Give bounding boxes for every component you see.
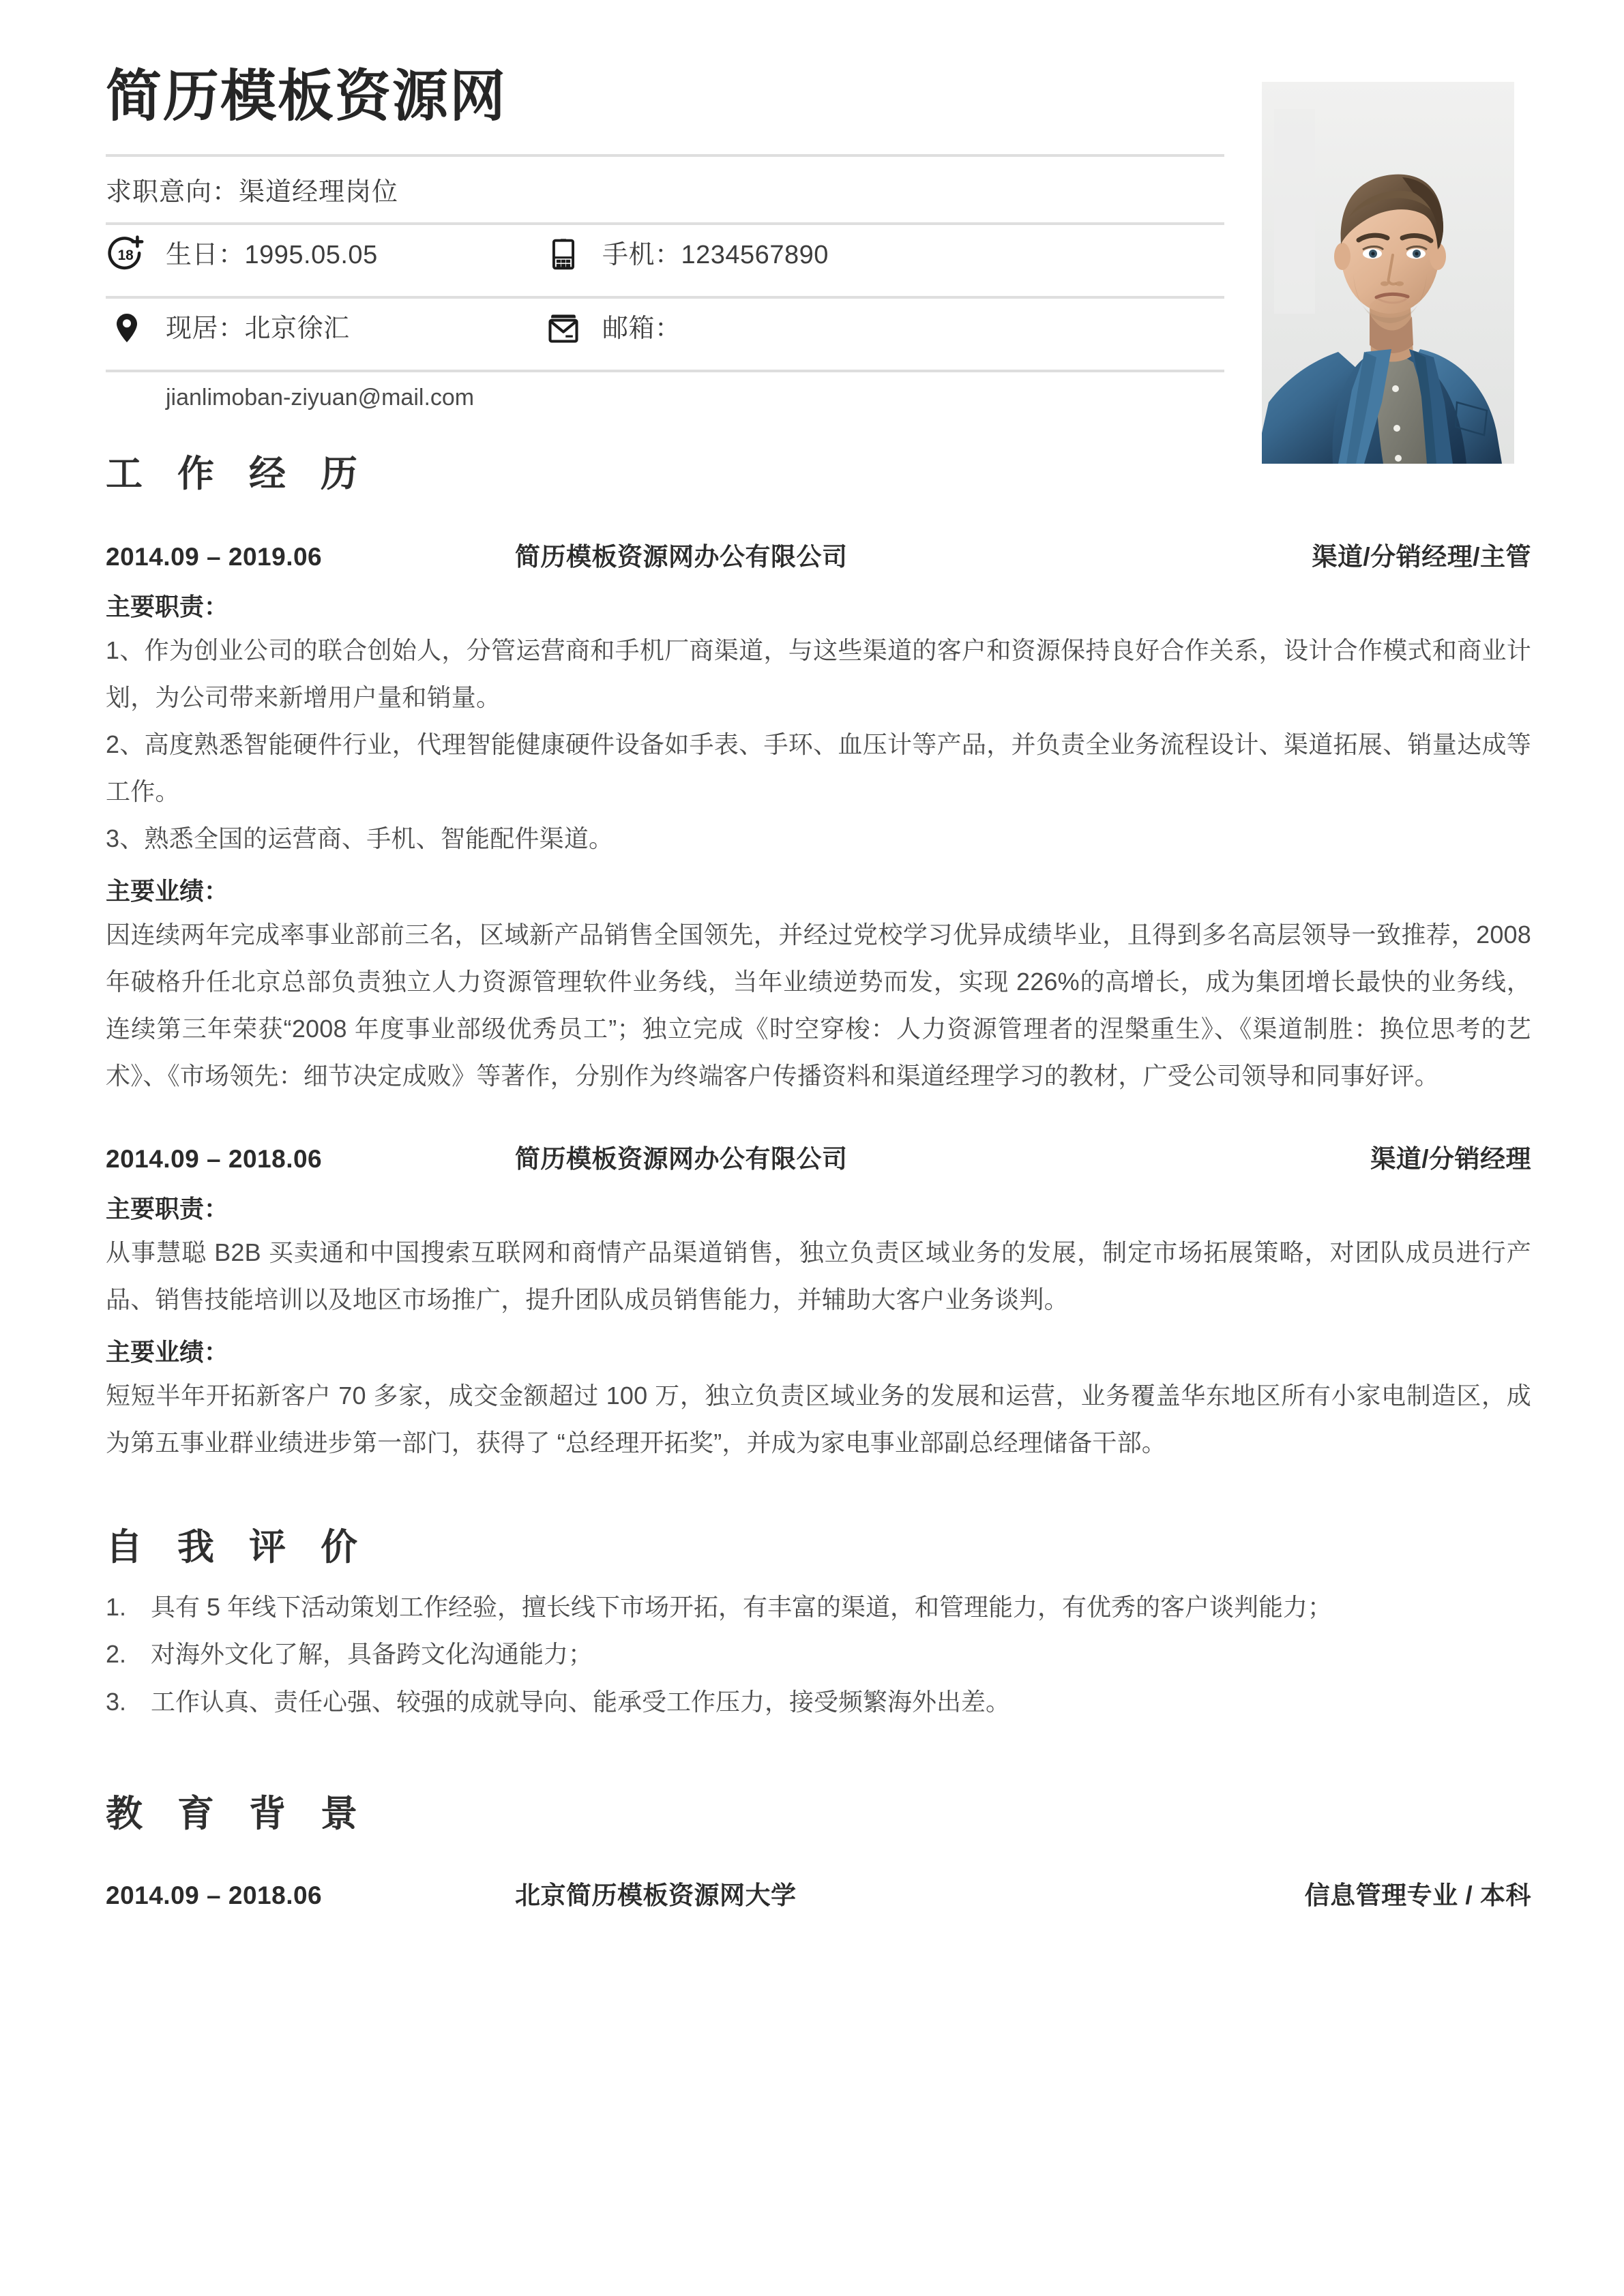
- birthday-text: [166, 235, 378, 275]
- email-label: 邮箱：: [602, 314, 681, 343]
- location-value: 北京徐汇: [244, 314, 350, 343]
- achievements-label: 主要业绩：: [106, 877, 229, 906]
- list-item-number: 3.: [106, 1688, 127, 1716]
- achievements-label: 主要业绩：: [106, 1338, 229, 1367]
- email-value: jianlimoban-ziyuan@mail.com: [166, 384, 475, 411]
- achievements-text: 短短半年开拓新客户 70 多家，成交金额超过 100 万，独立负责区域业务的发展和运营，业务覆盖华东地区所有小家电制造区，成为第五事业群业绩进步第一部门，获得了 “总经理开拓奖”，并成为家电事业部副总经理储备干部。: [106, 1381, 1531, 1457]
- duty-item: 2、高度熟悉智能硬件行业，代理智能健康硬件设备如手表、手环、血压计等产品，并负责全业务流程设计、渠道拓展、销量达成等工作。: [106, 730, 1531, 806]
- contact-grid: [106, 225, 1224, 423]
- phone-text: [602, 235, 829, 275]
- birthday-label: 生日：: [166, 240, 245, 269]
- email-value-row: [106, 372, 1224, 423]
- list-item: [106, 1583, 1531, 1631]
- contact-birthday: [106, 235, 542, 275]
- achievements-text: 因连续两年完成率事业部前三名，区域新产品销售全国领先，并经过党校学习优异成绩毕业，且得到多名高层领导一致推荐，2008 年破格升任北京总部负责独立人力资源管理软件业务线，当年业绩逆势而发，实现 226%的高增长，成为集团增长最快的业务线，连续第三年荣获“2008 年度事业部级优秀员工”；独立完成《时空穿梭：人力资源管理者的涅槃重生》、《渠道制胜：换位思考的艺术》、《市场领先：细节决定成败》等著作，分别作为终端客户传播资料和渠道经理学习的教材，广受公司领导和同事好评。: [106, 921, 1531, 1090]
- list-item-number: 2.: [106, 1640, 127, 1669]
- job-objective-value: 渠道经理岗位: [239, 178, 399, 207]
- envelope-icon: [542, 307, 585, 349]
- work-entry-role: 渠道/分销经理: [1370, 1145, 1531, 1174]
- work-entry-date: 2014.09 – 2019.06: [106, 543, 323, 571]
- resume-header: [106, 0, 1224, 423]
- mobile-phone-icon: [542, 233, 585, 275]
- duty-item: 从事慧聪 B2B 买卖通和中国搜索互联网和商情产品渠道销售，独立负责区域业务的发展，制定市场拓展策略，对团队成员进行产品、销售技能培训以及地区市场推广，提升团队成员销售能力，并辅助大客户业务谈判。: [106, 1238, 1531, 1314]
- duty-item: 3、熟悉全国的运营商、手机、智能配件渠道。: [106, 824, 614, 853]
- work-entry-org: 简历模板资源网办公有限公司: [515, 543, 848, 571]
- work-entry-header: [106, 1139, 1531, 1180]
- self-evaluation-list: [106, 1583, 1531, 1726]
- education-entry-major: 信息管理专业 / 本科: [1304, 1881, 1531, 1910]
- portrait-photo: [1262, 82, 1514, 464]
- education-entry: [106, 1875, 1531, 1916]
- work-entry-org: 简历模板资源网办公有限公司: [515, 1145, 848, 1174]
- work-entry: [106, 537, 1531, 1099]
- contact-location: [106, 308, 542, 349]
- svg-text:18: 18: [117, 247, 134, 263]
- education-entry-org: 北京简历模板资源网大学: [515, 1881, 797, 1910]
- birthday-value: 1995.05.05: [244, 240, 378, 269]
- contact-phone: [542, 235, 979, 275]
- location-label: 现居：: [166, 314, 245, 343]
- contact-row-1: [106, 225, 1224, 296]
- location-pin-icon: [106, 307, 148, 349]
- page-title: 简历模板资源网: [106, 65, 507, 128]
- list-item-number: 1.: [106, 1592, 127, 1621]
- duty-item: 1、作为创业公司的联合创始人，分管运营商和手机厂商渠道，与这些渠道的客户和资源保持良好合作关系，设计合作模式和商业计划，为公司带来新增用户量和销量。: [106, 636, 1531, 711]
- section-title-self-evaluation: 自 我 评 价: [106, 1527, 370, 1568]
- section-work-experience: [106, 451, 1531, 1466]
- list-item-text: 工作认真、责任心强、较强的成就导向、能承受工作压力，接受频繁海外出差。: [151, 1688, 1011, 1716]
- list-item-text: 对海外文化了解，具备跨文化沟通能力；: [151, 1640, 593, 1669]
- work-entry-date: 2014.09 – 2018.06: [106, 1145, 323, 1174]
- job-objective-row: [106, 157, 1224, 222]
- age-18-plus-icon: [106, 233, 148, 275]
- list-item: [106, 1678, 1531, 1726]
- work-entry: [106, 1139, 1531, 1466]
- avatar: [1262, 82, 1514, 464]
- list-item: [106, 1630, 1531, 1678]
- work-entry-role: 渠道/分销经理/主管: [1312, 543, 1531, 571]
- phone-label: 手机：: [602, 240, 681, 269]
- phone-value: 1234567890: [681, 240, 829, 269]
- education-entry-header: [106, 1875, 1531, 1916]
- location-text: [166, 308, 350, 349]
- section-self-evaluation: [106, 1525, 1531, 1726]
- section-title-work: 工 作 经 历: [106, 453, 370, 494]
- list-item-text: 具有 5 年线下活动策划工作经验，擅长线下市场开拓，有丰富的渠道，和管理能力，有优秀的客户谈判能力；: [151, 1592, 1333, 1621]
- duties-label: 主要职责：: [106, 1195, 229, 1223]
- contact-email: [542, 308, 1224, 349]
- duties-label: 主要职责：: [106, 593, 229, 621]
- education-entry-date: 2014.09 – 2018.06: [106, 1881, 323, 1910]
- contact-row-2: [106, 299, 1224, 370]
- section-education: [106, 1791, 1531, 1916]
- work-entry-header: [106, 537, 1531, 578]
- job-objective-label: 求职意向：: [106, 178, 239, 207]
- section-title-education: 教 育 背 景: [106, 1793, 370, 1834]
